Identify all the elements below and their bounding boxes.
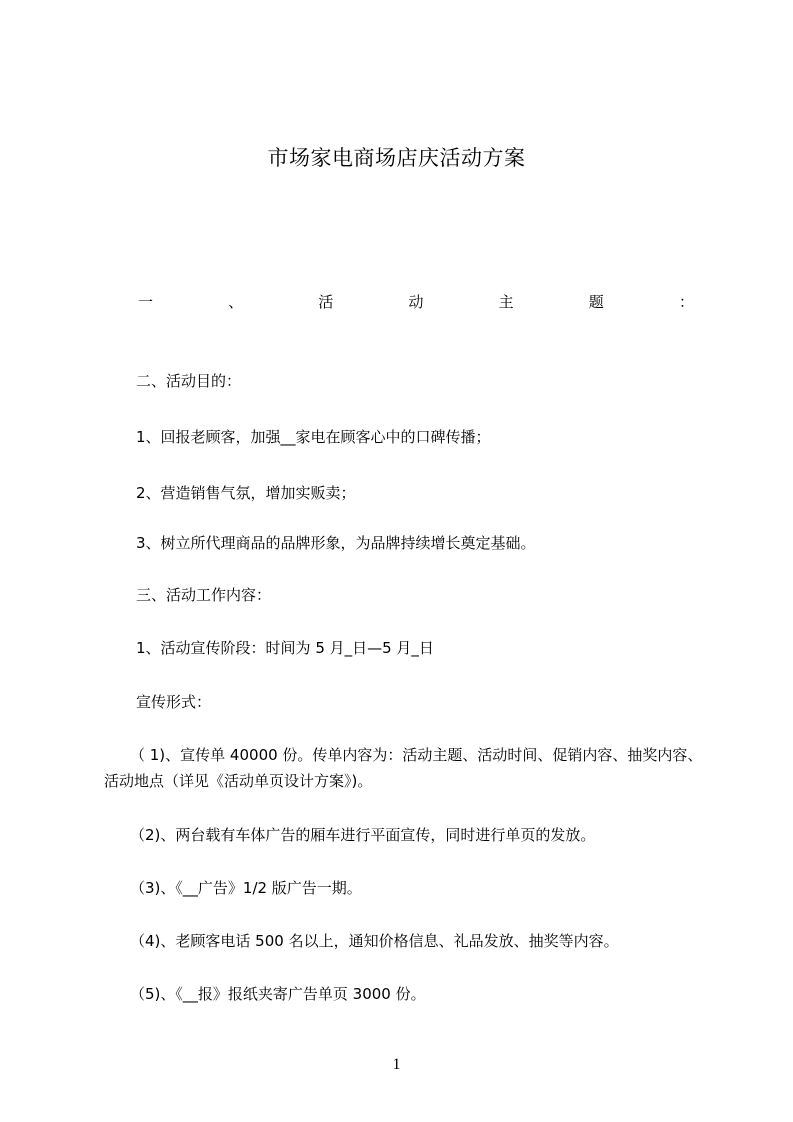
section-3-heading: 三、活动工作内容： [136, 586, 272, 604]
goal-item: 2、营造销售气氛，增加实贩卖； [136, 484, 356, 502]
promo-item: （ 1)、宣传单 40000 份。传单内容为：活动主题、活动时间、促销内容、抽奖内容、活动地点（详见《活动单页设计方案》)。 [104, 746, 703, 790]
section-1-heading-char: 活 [318, 293, 334, 311]
section-1-heading-char: 主 [498, 293, 514, 311]
goal-item: 1、回报老顾客，加强__家电在顾客心中的口碑传播； [136, 428, 491, 446]
promo-item: （4)、老顾客电话 500 名以上，通知价格信息、礼品发放、抽奖等内容。 [130, 932, 619, 950]
section-1-heading-char: 、 [228, 293, 244, 311]
phase-1-line: 1、活动宣传阶段：时间为 5 月_日—5 月_日 [136, 639, 434, 657]
section-1-heading-char: 题 [588, 293, 604, 311]
promo-item: （5)、《__报》报纸夹寄广告单页 3000 份。 [130, 985, 426, 1003]
goal-item: 3、树立所代理商品的品牌形象，为品牌持续增长奠定基础。 [136, 534, 536, 552]
document-title: 市场家电商场店庆活动方案 [267, 146, 526, 170]
page-number: 1 [392, 1056, 401, 1073]
promo-item: （2)、两台载有车体广告的厢车进行平面宣传，同时进行单页的发放。 [130, 826, 596, 844]
section-2-heading: 二、活动目的： [136, 372, 242, 390]
section-1-heading [138, 290, 694, 314]
section-1-heading-char: 动 [408, 293, 424, 311]
section-1-heading-char: ： [678, 293, 694, 311]
promo-forms-label: 宣传形式： [136, 693, 212, 711]
section-1-heading-char: 一 [138, 293, 154, 311]
promo-item: （3)、《__广告》1/2 版广告一期。 [130, 879, 362, 897]
